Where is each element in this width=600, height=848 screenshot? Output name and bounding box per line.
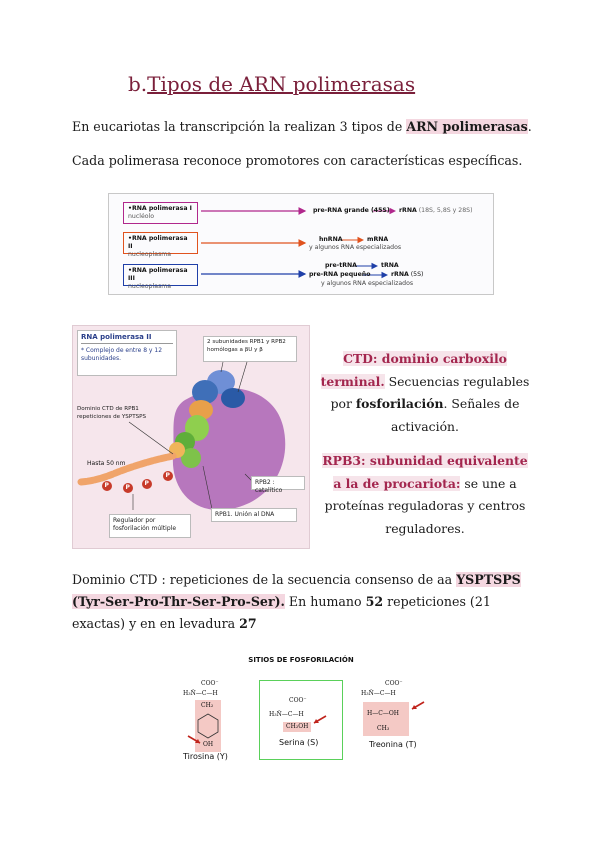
length-label: Hasta 50 nm [87,460,126,467]
pol3-product-pretrna: pre-tRNA [325,262,357,269]
rpb3-body: se une a proteínas reguladoras y centros reguladores. [324,475,526,536]
pol2-location: nucleoplasma [128,251,172,258]
ctd-body-a: Secuencias regulables por [330,373,530,411]
intro-paragraph-1 [72,116,542,138]
phosphorylation-figure [165,650,437,770]
tyr-arrow-icon [187,734,203,746]
rpb1-label-box [211,508,297,522]
figure-note: * Complejo de entre 8 y 12 subunidades. [81,347,163,362]
pol1-name: •RNA polimerasa I [128,205,192,212]
ser-coo: COO⁻ [289,697,307,704]
tyr-h3n: H₃N̂—C—H [183,690,218,697]
tyrosine-label: Tirosina (Y) [183,752,228,761]
ctd-title: CTD: dominio carboxilo terminal. [320,351,507,389]
regulation-label: Regulador por fosforilación múltiple [113,517,177,532]
ctd-label: Dominio CTD de RPB1 repeticiones de YSPTSPS [77,406,147,420]
pol3-name: •RNA polimerasa III [128,267,188,282]
phospho-mark-1: P [104,482,109,489]
intro-text: En eucariotas la transcripción la realizan 3 tipos de [72,119,407,134]
pol1-product-final: rRNA (18S, 5,8S y 28S) [399,207,473,214]
pol2-name: •RNA polimerasa II [128,235,188,250]
regulation-label-box [109,514,191,538]
ctd-para-c: repeticiones (21 exactas) y en en levadura [72,594,491,631]
pol3-product-rrna: rRNA (5S) [391,271,424,278]
ctd-description [318,348,532,438]
tyr-coo: COO⁻ [201,680,219,687]
top-label: 2 subunidades RPB1 y RPB2 homólogas a βU y β [207,339,286,353]
rpb1-label: RPB1. Unión al DNA [215,511,275,518]
rpb2-label-box [251,476,305,494]
tyr-oh: OH [203,741,214,748]
ser-ch2oh: CH₂OH [286,723,309,730]
thr-h3n: H₃N̂—C—H [361,690,396,697]
ser-arrow-icon [311,714,327,726]
phospho-mark-4: P [165,472,170,479]
thr-hcoh: H—C—OH [367,710,399,717]
heading-text: Tipos de ARN polimerasas [147,72,416,96]
side-text-block [318,348,532,540]
pol3-product-trna: tRNA [381,262,399,269]
highlight-arn-polimerasas: ARN polimerasas [406,119,528,134]
threonine-label: Treonina (T) [369,740,417,749]
ctd-body-bold: fosforilación [355,396,444,411]
phospho-mark-3: P [144,480,149,487]
ctd-para-yeast-count: 27 [239,616,257,631]
pol3-location: nucleoplasma [128,283,172,290]
intro-period: . [527,119,532,134]
heading-prefix: b. [128,72,148,96]
pol2-product-extra: y algunos RNA especializados [309,244,402,251]
page-title [128,72,415,96]
pol1-location: nucléolo [128,213,155,220]
serine-label: Serina (S) [279,738,319,747]
ctd-para-highlight: YSPTSPS (Tyr-Ser-Pro-Thr-Ser-Pro-Ser). [72,572,521,609]
pol1-product: pre-RNA grande (45S) [313,207,390,214]
thr-ch3: CH₃ [377,725,390,732]
ctd-body-b: . Señales de activación. [391,396,520,434]
ctd-para-human-count: 52 [365,594,384,609]
pol3-product-prerna: pre-RNA pequeño [309,271,371,278]
pol2-product-hnrna: hnRNA [319,236,343,243]
polymerase-table-figure [108,193,494,295]
phospho-mark-2: P [125,484,130,491]
intro-paragraph-2: Cada polimerasa reconoce promotores con características específicas. [72,153,523,168]
thr-coo: COO⁻ [385,680,403,687]
ser-h3n: H₃N̂—C—H [269,711,304,718]
tyr-ch2: CH₂ [201,702,214,709]
rpb2-label: RPB2 : catalítico [255,479,283,494]
thr-arrow-icon [409,700,425,712]
figure-title: RNA polimerasa II [81,333,173,344]
phospho-title: SITIOS DE FOSFORILACIÓN [248,656,354,664]
ctd-para-b: En humano [284,594,366,609]
serine-box [259,680,343,760]
rna-pol2-figure [72,325,310,549]
rpb3-title: RPB3: subunidad equivalente a la de procariota: [322,453,528,491]
rpb3-description [318,450,532,540]
ctd-para-a: Dominio CTD : repeticiones de la secuencia consenso de aa [72,572,457,587]
pol3-product-extra: y algunos RNA especializados [321,280,414,287]
pol2-product-mrna: mRNA [367,236,389,243]
ctd-paragraph [72,569,522,635]
